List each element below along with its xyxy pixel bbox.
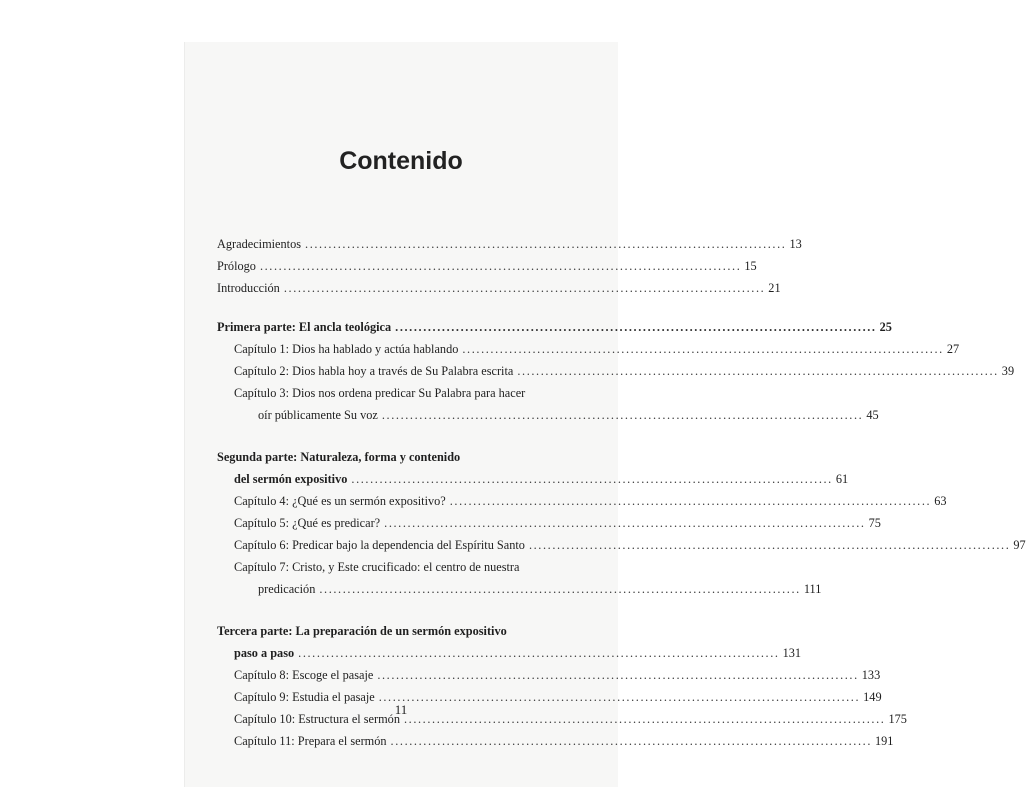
toc-entry-page: 75: [868, 516, 881, 530]
toc-entry-label: Capítulo 10: Estructura el sermón: [234, 712, 400, 726]
toc-chapter-6: [217, 534, 1026, 556]
toc-part-heading-1: [217, 316, 892, 338]
toc-entry-page: 39: [1001, 364, 1015, 378]
toc-entry-page: 111: [803, 582, 822, 596]
toc-entry-label: Capítulo 4: ¿Qué es un sermón expositivo?: [234, 494, 446, 508]
toc-part-heading-2: [217, 446, 569, 468]
dot-leader: .......................................................................................................: [377, 668, 859, 682]
toc-entry-label: paso a paso: [234, 646, 295, 660]
toc-entry-label: predicación: [258, 582, 316, 596]
toc-entry-label: Introducción: [217, 281, 280, 295]
toc-entry-label: Capítulo 5: ¿Qué es predicar?: [234, 516, 381, 530]
toc-entry-page: 13: [789, 237, 802, 251]
dot-leader: .......................................................................................................: [259, 259, 742, 273]
toc-entry-label: Agradecimientos: [217, 237, 302, 251]
dot-leader: .......................................................................................................: [298, 646, 780, 660]
toc-entry-label: Tercera parte: La preparación de un sermón expositivo: [217, 624, 507, 638]
dot-leader: .......................................................................................................: [390, 734, 872, 748]
toc-chapter-5: [217, 512, 881, 534]
toc-entry-page: 97: [1013, 538, 1026, 552]
toc-entry-page: 25: [879, 320, 892, 334]
page-title: Contenido: [339, 147, 463, 175]
toc-entry-label: Capítulo 1: Dios ha hablado y actúa hablando: [234, 342, 459, 356]
toc-entry-page: 133: [861, 668, 881, 682]
toc-chapter-11: [217, 730, 894, 752]
toc-entry-label: oír públicamente Su voz: [258, 408, 378, 422]
table-of-contents: [217, 233, 1026, 752]
toc-entry-page: 45: [866, 408, 879, 422]
toc-entry-prologo: [217, 255, 757, 277]
toc-entry-agradecimientos: [217, 233, 802, 255]
dot-leader: .......................................................................................................: [462, 342, 944, 356]
toc-entry-label: Capítulo 2: Dios habla hoy a través de Su Palabra escrita: [234, 364, 514, 378]
toc-entry-page: 61: [835, 472, 849, 486]
dot-leader: .......................................................................................................: [395, 320, 877, 334]
dot-leader: .......................................................................................................: [283, 281, 766, 295]
toc-entry-page: 21: [768, 281, 781, 295]
dot-leader: .......................................................................................................: [449, 494, 932, 508]
toc-entry-label: Primera parte: El ancla teológica: [217, 320, 392, 334]
toc-entry-page: 131: [782, 646, 802, 660]
toc-entry-introduccion: [217, 277, 781, 299]
toc-entry-page: 27: [946, 342, 960, 356]
toc-chapter-2: [217, 360, 1015, 382]
toc-chapter-3: [217, 382, 569, 404]
toc-part-heading-2-cont: [217, 468, 849, 490]
toc-entry-page: 63: [934, 494, 947, 508]
dot-leader: .......................................................................................................: [305, 237, 787, 251]
toc-part-heading-3-cont: [217, 642, 802, 664]
toc-entry-page: 149: [863, 690, 882, 704]
page-number: 11: [394, 702, 408, 717]
toc-part-heading-3: [217, 620, 569, 642]
toc-entry-label: Prólogo: [217, 259, 256, 273]
toc-chapter-4: [217, 490, 947, 512]
toc-entry-label: del sermón expositivo: [234, 472, 348, 486]
toc-entry-label: Capítulo 3: Dios nos ordena predicar Su Palabra para hacer: [234, 386, 526, 400]
dot-leader: .......................................................................................................: [319, 582, 801, 596]
toc-entry-page: 191: [875, 734, 894, 748]
toc-entry-label: Capítulo 7: Cristo, y Este crucificado: el centro de nuestra: [234, 560, 520, 574]
toc-entry-label: Segunda parte: Naturaleza, forma y contenido: [217, 450, 461, 464]
dot-leader: .......................................................................................................: [528, 538, 1011, 552]
dot-leader: .......................................................................................................: [403, 712, 886, 726]
dot-leader: .......................................................................................................: [384, 516, 866, 530]
toc-chapter-8: [217, 664, 881, 686]
dot-leader: .......................................................................................................: [351, 472, 833, 486]
toc-chapter-1: [217, 338, 960, 360]
toc-chapter-7-cont: [217, 578, 822, 600]
toc-entry-label: Capítulo 8: Escoge el pasaje: [234, 668, 374, 682]
toc-entry-page: 15: [744, 259, 757, 273]
dot-leader: .......................................................................................................: [381, 408, 864, 422]
toc-entry-label: Capítulo 9: Estudia el pasaje: [234, 690, 375, 704]
toc-chapter-7: [217, 556, 569, 578]
toc-chapter-3-cont: [217, 404, 879, 426]
toc-entry-page: 175: [888, 712, 907, 726]
toc-entry-label: Capítulo 6: Predicar bajo la dependencia del Espíritu Santo: [234, 538, 525, 552]
dot-leader: .......................................................................................................: [378, 690, 861, 704]
toc-entry-label: Capítulo 11: Prepara el sermón: [234, 734, 387, 748]
dot-leader: .......................................................................................................: [517, 364, 999, 378]
